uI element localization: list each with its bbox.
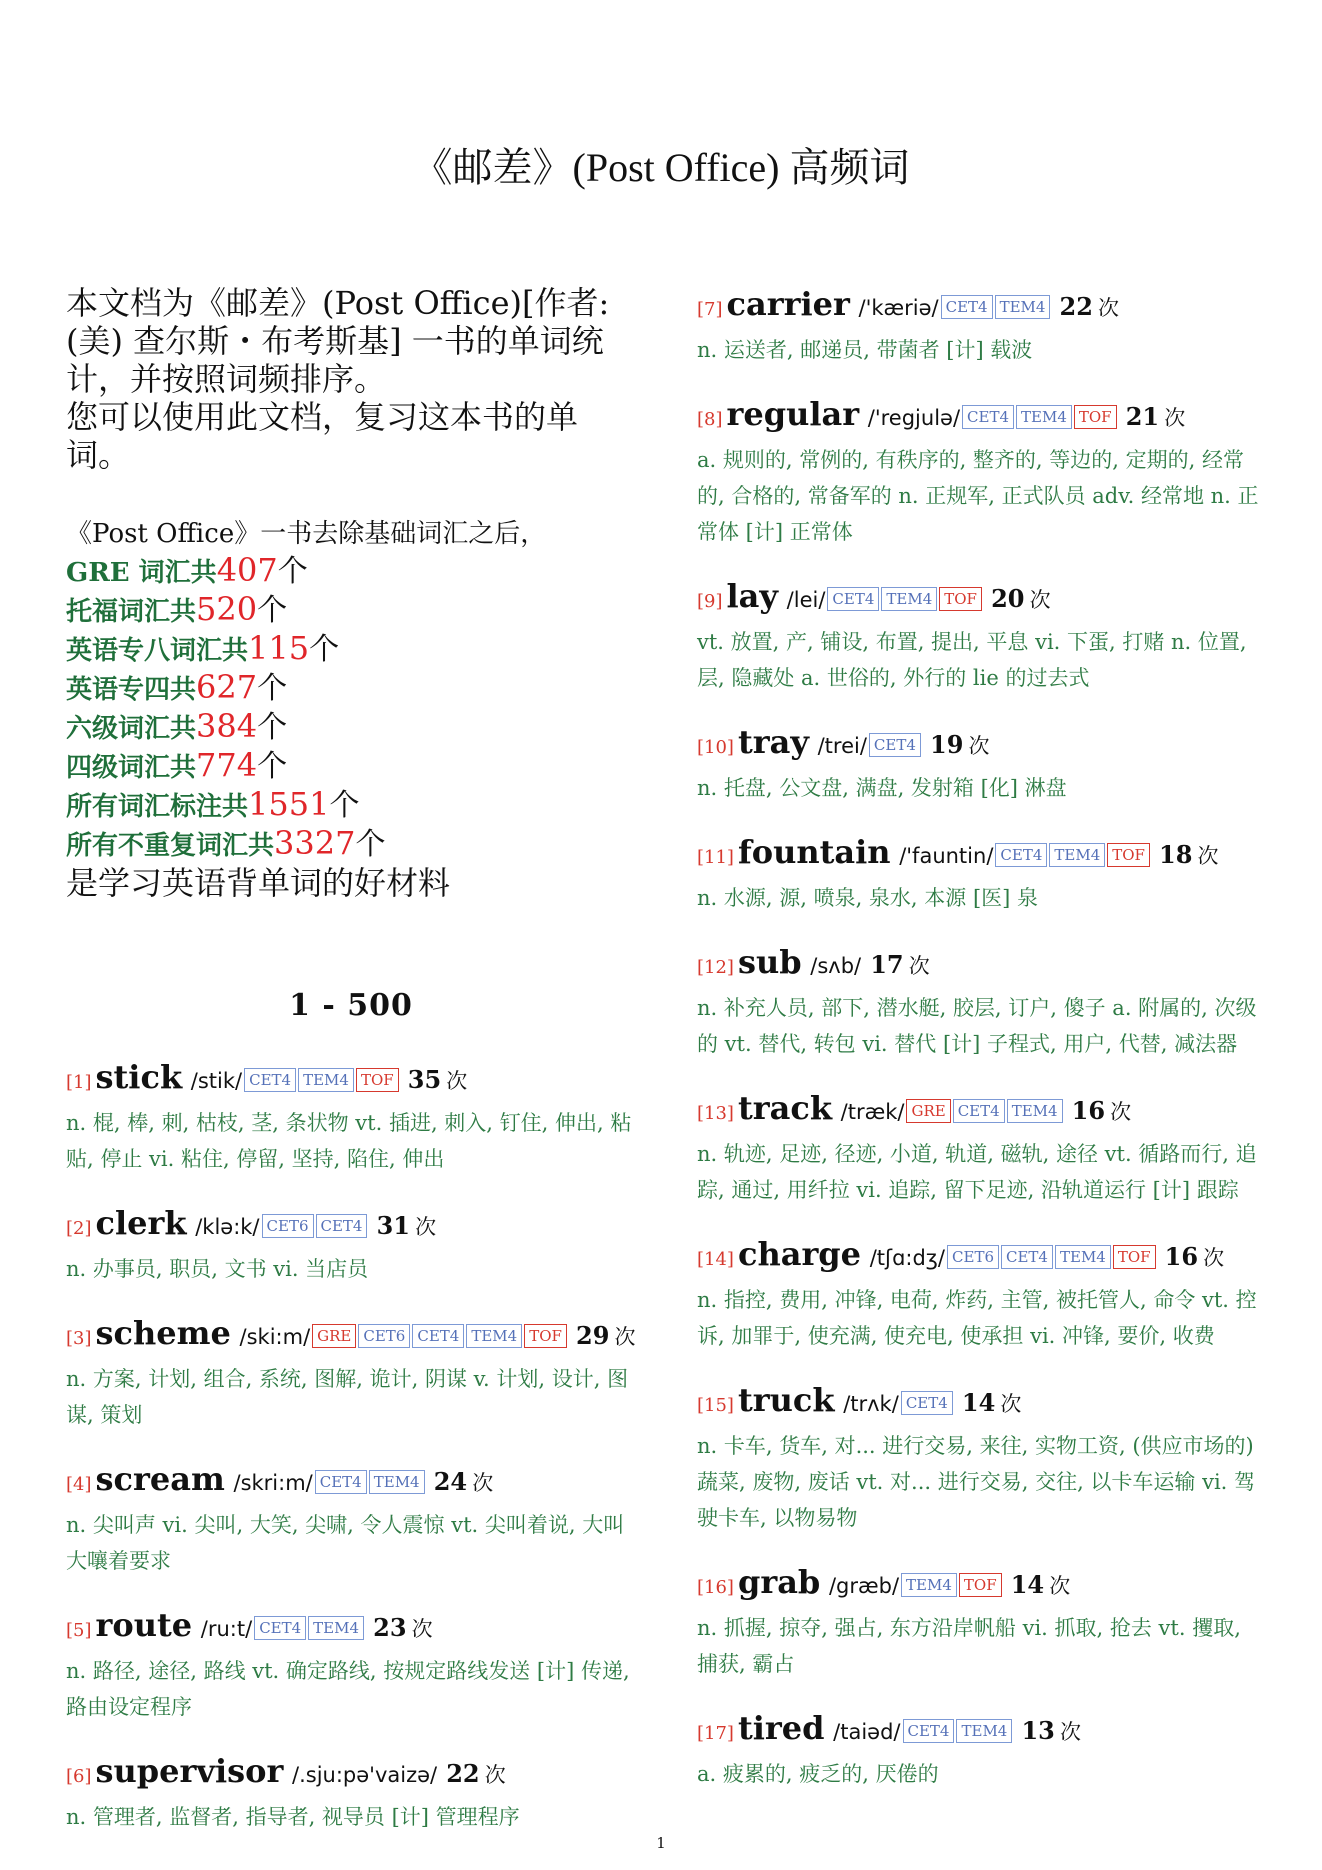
entry-index: [12] — [697, 957, 734, 978]
vocab-entry — [697, 1562, 1267, 1682]
exam-tag-tem4: TEM4 — [881, 587, 937, 611]
entry-header — [697, 394, 1267, 440]
stat-value: 1551 — [248, 785, 330, 823]
entry-header — [66, 1313, 636, 1359]
exam-tag-tof: TOF — [1107, 843, 1150, 867]
entry-word: carrier — [726, 285, 850, 323]
exam-tag-cet4: CET4 — [1001, 1245, 1053, 1269]
entry-phonetic: /trʌk/ — [836, 1392, 899, 1416]
entry-index: [4] — [66, 1474, 92, 1495]
entry-header — [697, 1562, 1267, 1608]
stats-lead: 《Post Office》一书去除基础词汇之后， — [66, 519, 547, 549]
entry-definition: n. 尖叫声 vi. 尖叫, 大笑, 尖啸, 令人震惊 vt. 尖叫着说, 大叫大嚷着要求 — [66, 1513, 625, 1573]
entries-right — [697, 284, 1267, 1792]
entry-index: [17] — [697, 1723, 734, 1744]
stat-line — [66, 747, 636, 786]
vocab-entry — [697, 284, 1267, 368]
entry-count: 21 — [1125, 402, 1160, 431]
entry-count: 22 — [446, 1759, 480, 1788]
entry-header — [697, 832, 1267, 878]
entry-definition: a. 疲累的, 疲乏的, 厌倦的 — [697, 1762, 939, 1786]
entry-count: 16 — [1071, 1096, 1106, 1125]
entry-phonetic: /klə:k/ — [188, 1215, 260, 1239]
page-number: 1 — [656, 1834, 666, 1852]
stat-unit: 个 — [329, 788, 360, 823]
exam-tag-cet4: CET4 — [869, 733, 921, 757]
count-suffix: 次 — [1059, 1720, 1081, 1744]
entry-count: 23 — [373, 1613, 407, 1642]
vocab-entry — [66, 1605, 636, 1725]
vocab-entry — [697, 832, 1267, 916]
count-suffix: 次 — [472, 1471, 494, 1495]
exam-tag-gre: GRE — [906, 1099, 950, 1123]
stat-value: 407 — [216, 551, 278, 589]
vocab-entry — [697, 1380, 1267, 1536]
exam-tag-cet6: CET6 — [358, 1324, 410, 1348]
stats-tail: 是学习英语背单词的好材料 — [66, 864, 451, 902]
stat-line — [66, 591, 636, 630]
entry-header — [697, 942, 1267, 988]
right-column — [697, 284, 1267, 1818]
entry-count: 20 — [991, 584, 1025, 613]
entry-word: charge — [737, 1235, 862, 1273]
entry-definition: n. 运送者, 邮递员, 带菌者 [计] 载波 — [697, 338, 1033, 362]
stat-value: 774 — [196, 746, 258, 784]
entry-phonetic: /lei/ — [779, 588, 826, 612]
vocab-entry — [66, 1459, 636, 1579]
entry-count: 31 — [376, 1211, 410, 1240]
exam-tag-cet4: CET4 — [953, 1099, 1005, 1123]
entry-header — [66, 1751, 636, 1797]
entry-index: [13] — [697, 1103, 734, 1124]
exam-tag-cet4: CET4 — [315, 1470, 367, 1494]
stat-label: 四级词汇共 — [66, 753, 197, 783]
entry-word: scream — [95, 1460, 225, 1498]
entry-phonetic: /'kæriə/ — [851, 296, 939, 320]
entry-phonetic: /ski:m/ — [232, 1325, 311, 1349]
count-suffix: 次 — [908, 954, 930, 978]
stat-label: 六级词汇共 — [66, 714, 197, 744]
entry-definition: n. 路径, 途径, 路线 vt. 确定路线, 按规定路线发送 [计] 传递, 路由设定程序 — [66, 1659, 630, 1719]
exam-tag-cet4: CET4 — [962, 405, 1014, 429]
entry-definition: n. 轨迹, 足迹, 径迹, 小道, 轨道, 磁轨, 途径 vt. 循路而行, 追踪, 通过, 用纤拉 vi. 追踪, 留下足迹, 沿轨道运行 [计] 跟踪 — [697, 1142, 1257, 1202]
intro-line-1: 本文档为《邮差》(Post Office)[作者:(美) 查尔斯・布考斯基] 一书的单词统计，并按照词频排序。 — [66, 284, 610, 398]
entry-index: [1] — [66, 1072, 92, 1093]
entry-count: 16 — [1164, 1242, 1199, 1271]
stat-value: 627 — [196, 668, 258, 706]
entry-header — [697, 284, 1267, 330]
entry-word: tray — [737, 723, 809, 761]
entry-word: tired — [737, 1709, 825, 1747]
entry-index: [5] — [66, 1620, 92, 1641]
exam-tag-tem4: TEM4 — [369, 1470, 425, 1494]
count-suffix: 次 — [415, 1215, 437, 1239]
exam-tag-tof: TOF — [1113, 1245, 1156, 1269]
entry-header — [66, 1203, 636, 1249]
entry-header — [66, 1605, 636, 1651]
exam-tag-cet6: CET6 — [947, 1245, 999, 1269]
entry-count: 14 — [961, 1388, 996, 1417]
exam-tag-cet4: CET4 — [901, 1391, 953, 1415]
entry-phonetic: /træk/ — [833, 1100, 905, 1124]
exam-tag-cet4: CET4 — [903, 1719, 955, 1743]
vocab-entry — [697, 1088, 1267, 1208]
entry-count: 29 — [576, 1321, 610, 1350]
entry-header — [66, 1057, 636, 1103]
entry-word: track — [737, 1089, 832, 1127]
count-suffix: 次 — [1110, 1100, 1132, 1124]
entry-index: [15] — [697, 1395, 734, 1416]
stat-unit: 个 — [257, 593, 288, 628]
entry-definition: n. 管理者, 监督者, 指导者, 视导员 [计] 管理程序 — [66, 1805, 520, 1829]
entry-phonetic: /græb/ — [822, 1574, 900, 1598]
vocab-entry — [66, 1057, 636, 1177]
entry-definition: n. 办事员, 职员, 文书 vi. 当店员 — [66, 1257, 369, 1281]
stat-line — [66, 786, 636, 825]
stat-line — [66, 825, 636, 864]
entry-header — [697, 1234, 1267, 1280]
entry-phonetic: /taiəd/ — [826, 1720, 901, 1744]
vocab-entry — [697, 394, 1267, 550]
stats-block — [66, 516, 636, 902]
vocab-entry — [66, 1313, 636, 1433]
entry-definition: n. 卡车, 货车, 对... 进行交易, 来往, 实物工资, (供应市场的) 蔬菜, 废物, 废话 vt. 对... 进行交易, 交往, 以卡车运输 vi. 驾驶卡车, 以物易物 — [697, 1434, 1256, 1530]
stat-label: 英语专四共 — [66, 675, 197, 705]
exam-tag-tem4: TEM4 — [298, 1068, 354, 1092]
vocab-entry — [66, 1203, 636, 1287]
stat-line — [66, 552, 636, 591]
stat-value: 520 — [196, 590, 258, 628]
entry-definition: n. 水源, 源, 喷泉, 泉水, 本源 [医] 泉 — [697, 886, 1039, 910]
entry-index: [16] — [697, 1577, 734, 1598]
count-suffix: 次 — [1197, 844, 1219, 868]
exam-tag-tem4: TEM4 — [995, 295, 1051, 319]
entry-count: 35 — [407, 1065, 442, 1094]
count-suffix: 次 — [614, 1325, 636, 1349]
entry-index: [7] — [697, 299, 723, 320]
vocab-entry — [66, 1751, 636, 1835]
exam-tag-gre: GRE — [312, 1324, 356, 1348]
entry-index: [10] — [697, 737, 734, 758]
count-suffix: 次 — [484, 1763, 506, 1787]
entry-word: scheme — [95, 1314, 231, 1352]
stat-label: GRE 词汇共 — [66, 558, 217, 588]
stat-value: 384 — [196, 707, 258, 745]
stat-unit: 个 — [277, 554, 308, 589]
entry-header — [697, 1380, 1267, 1426]
entry-word: sub — [737, 943, 802, 981]
count-suffix: 次 — [446, 1069, 468, 1093]
stat-unit: 个 — [257, 710, 288, 745]
entry-definition: n. 抓握, 掠夺, 强占, 东方沿岸帆船 vi. 抓取, 抢去 vt. 攫取, 捕获, 霸占 — [697, 1616, 1241, 1676]
exam-tag-cet6: CET6 — [262, 1214, 314, 1238]
entry-definition: n. 托盘, 公文盘, 满盘, 发射箱 [化] 淋盘 — [697, 776, 1067, 800]
entry-index: [6] — [66, 1766, 92, 1787]
exam-tag-tof: TOF — [356, 1068, 399, 1092]
entry-definition: n. 补充人员, 部下, 潜水艇, 胶层, 订户, 傻子 a. 附属的, 次级的 vt. 替代, 转包 vi. 替代 [计] 子程式, 用户, 代替, 减法器 — [697, 996, 1257, 1056]
exam-tag-cet4: CET4 — [316, 1214, 368, 1238]
entry-header — [697, 576, 1267, 622]
document-title: 《邮差》(Post Office) 高频词 — [412, 145, 910, 190]
count-suffix: 次 — [411, 1617, 433, 1641]
count-suffix: 次 — [1203, 1246, 1225, 1270]
entry-phonetic: /ru:t/ — [194, 1617, 253, 1641]
entry-index: [8] — [697, 409, 723, 430]
vocab-entry — [697, 942, 1267, 1062]
entry-definition: vt. 放置, 产, 铺设, 布置, 提出, 平息 vi. 下蛋, 打赌 n. 位置, 层, 隐藏处 a. 世俗的, 外行的 lie 的过去式 — [697, 630, 1247, 690]
stat-label: 托福词汇共 — [66, 597, 197, 627]
vocab-entry — [697, 1234, 1267, 1354]
entry-header — [66, 1459, 636, 1505]
entry-index: [2] — [66, 1218, 92, 1239]
exam-tag-tem4: TEM4 — [1055, 1245, 1111, 1269]
entry-count: 14 — [1010, 1570, 1045, 1599]
stat-line — [66, 708, 636, 747]
entry-index: [9] — [697, 591, 723, 612]
entry-word: stick — [95, 1058, 183, 1096]
exam-tag-tem4: TEM4 — [1016, 405, 1072, 429]
exam-tag-tof: TOF — [524, 1324, 567, 1348]
stat-line — [66, 630, 636, 669]
entry-count: 17 — [870, 950, 904, 979]
stat-value: 3327 — [274, 824, 356, 862]
count-suffix: 次 — [1049, 1574, 1071, 1598]
entry-word: supervisor — [95, 1752, 284, 1790]
entry-word: lay — [726, 577, 778, 615]
stat-label: 所有词汇标注共 — [66, 792, 249, 822]
entry-header — [697, 722, 1267, 768]
entry-phonetic: /skri:m/ — [226, 1471, 313, 1495]
entry-phonetic: /stik/ — [184, 1069, 243, 1093]
exam-tag-cet4: CET4 — [244, 1068, 296, 1092]
entry-word: truck — [737, 1381, 835, 1419]
stat-unit: 个 — [257, 749, 288, 784]
intro-paragraph — [66, 284, 636, 474]
entry-count: 24 — [433, 1467, 468, 1496]
entry-header — [697, 1088, 1267, 1134]
stat-unit: 个 — [257, 671, 288, 706]
entry-word: clerk — [95, 1204, 187, 1242]
entry-phonetic: /sʌb/ — [803, 954, 862, 978]
vocab-entry — [697, 576, 1267, 696]
entry-definition: n. 指控, 费用, 冲锋, 电荷, 炸药, 主管, 被托管人, 命令 vt. 控诉, 加罪于, 使充满, 使充电, 使承担 vi. 冲锋, 要价, 收费 — [697, 1288, 1257, 1348]
entry-index: [3] — [66, 1328, 92, 1349]
exam-tag-tem4: TEM4 — [308, 1616, 364, 1640]
entry-count: 13 — [1021, 1716, 1055, 1745]
exam-tag-tem4: TEM4 — [901, 1573, 957, 1597]
vocab-entry — [697, 722, 1267, 806]
entry-count: 22 — [1059, 292, 1093, 321]
exam-tag-cet4: CET4 — [995, 843, 1047, 867]
entry-word: fountain — [737, 833, 891, 871]
entry-definition: n. 方案, 计划, 组合, 系统, 图解, 诡计, 阴谋 v. 计划, 设计, 图谋, 策划 — [66, 1367, 629, 1427]
stat-label: 所有不重复词汇共 — [66, 831, 275, 861]
entry-word: grab — [737, 1563, 821, 1601]
stat-line — [66, 669, 636, 708]
exam-tag-cet4: CET4 — [412, 1324, 464, 1348]
count-suffix: 次 — [968, 734, 990, 758]
entry-index: [11] — [697, 847, 734, 868]
entry-phonetic: /'fauntin/ — [892, 844, 994, 868]
entry-phonetic: /tʃɑ:dʒ/ — [863, 1246, 946, 1270]
intro-line-2: 您可以使用此文档，复习这本书的单词。 — [66, 398, 579, 474]
vocab-entry — [697, 1708, 1267, 1792]
exam-tag-cet4: CET4 — [827, 587, 879, 611]
stat-unit: 个 — [309, 632, 340, 667]
range-heading: 1 - 500 — [289, 988, 413, 1023]
entry-phonetic: /'regjulə/ — [861, 406, 961, 430]
exam-tag-tem4: TEM4 — [1049, 843, 1105, 867]
entry-count: 18 — [1159, 840, 1193, 869]
left-column — [66, 284, 636, 1861]
entry-definition: a. 规则的, 常例的, 有秩序的, 整齐的, 等边的, 定期的, 经常的, 合格的, 常备军的 n. 正规军, 正式队员 adv. 经常地 n. 正常体 [计] 正常体 — [697, 448, 1259, 544]
entry-definition: n. 棍, 棒, 刺, 枯枝, 茎, 条状物 vt. 插进, 刺入, 钉住, 伸出, 粘贴, 停止 vi. 粘住, 停留, 坚持, 陷住, 伸出 — [66, 1111, 632, 1171]
entries-left — [66, 1057, 636, 1835]
exam-tag-cet4: CET4 — [941, 295, 993, 319]
count-suffix: 次 — [1164, 406, 1186, 430]
count-suffix: 次 — [1029, 588, 1051, 612]
exam-tag-tem4: TEM4 — [466, 1324, 522, 1348]
entry-word: regular — [726, 395, 860, 433]
entry-header — [697, 1708, 1267, 1754]
exam-tag-tem4: TEM4 — [956, 1719, 1012, 1743]
exam-tag-tem4: TEM4 — [1007, 1099, 1063, 1123]
exam-tag-cet4: CET4 — [254, 1616, 306, 1640]
stat-value: 115 — [248, 629, 310, 667]
entry-count: 19 — [930, 730, 964, 759]
exam-tag-tof: TOF — [959, 1573, 1002, 1597]
stat-label: 英语专八词汇共 — [66, 636, 249, 666]
entry-word: route — [95, 1606, 193, 1644]
entry-index: [14] — [697, 1249, 734, 1270]
exam-tag-tof: TOF — [1074, 405, 1117, 429]
exam-tag-tof: TOF — [939, 587, 982, 611]
entry-phonetic: /trei/ — [810, 734, 867, 758]
entry-phonetic: /.sju:pə'vaizə/ — [285, 1763, 438, 1787]
count-suffix: 次 — [1098, 296, 1120, 320]
count-suffix: 次 — [1000, 1392, 1022, 1416]
stats-list — [66, 552, 636, 864]
stat-unit: 个 — [355, 827, 386, 862]
